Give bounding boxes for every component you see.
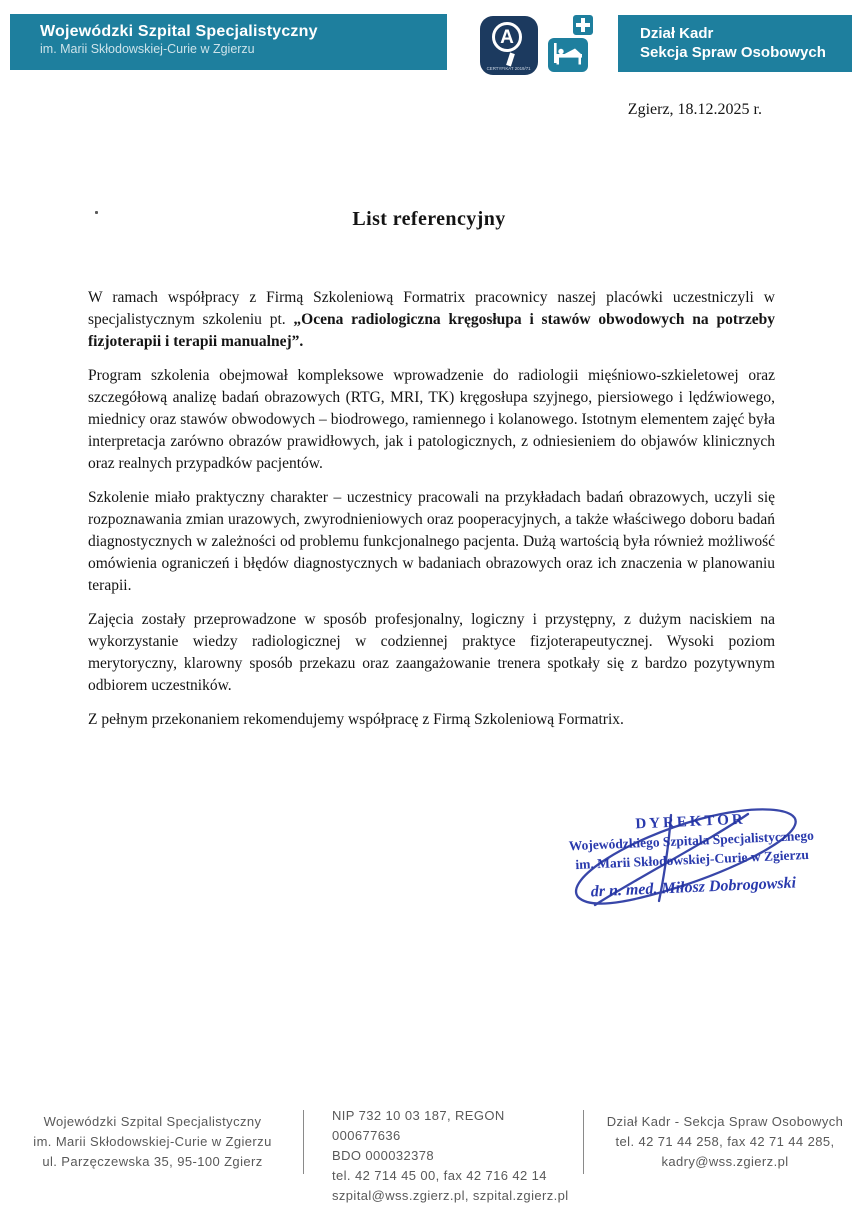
- footer-hr-department: Dział Kadr - Sekcja Spraw Osobowych: [606, 1114, 844, 1129]
- stamp-title: DYREKTOR: [635, 811, 747, 833]
- hospital-header-bar: [10, 14, 447, 70]
- document-title: List referencyjny: [352, 208, 506, 230]
- footer-bdo: BDO 000032378: [332, 1148, 435, 1163]
- qa-logo-tail: [506, 53, 515, 67]
- footer-hr-phone-fax: tel. 42 71 44 258, fax 42 71 44 285,: [615, 1134, 835, 1149]
- page-footer: [0, 1104, 858, 1203]
- paragraph-program: Program szkolenia obejmował kompleksowe wprowadzenie do radiologii mięśniowo-szkieletowej oraz szczegółową analizę badań obrazowych (RTG, MRI, TK) kręgosłupa szyjnego, piersiowego i lędźwiowego, miednicy oraz stawów obwodowych – biodrowego, ramiennego i kolanowego. Istotnym elementem zajęć była interpretacja zarówno obrazów prawidłowych, jak i patologicznych, z odniesieniem do objawów klinicznych oraz realnych przypadków pacjentów.: [88, 367, 775, 472]
- hospital-subtitle: im. Marii Skłodowskiej-Curie w Zgierzu: [40, 42, 255, 56]
- paragraph-recommendation: Z pełnym przekonaniem rekomendujemy współpracę z Firmą Szkoleniową Formatrix.: [88, 711, 624, 728]
- paragraph-evaluation: Zajęcia zostały przeprowadzone w sposób profesjonalny, logiczny i przystępny, z dużym naciskiem na wykorzystanie wiedzy radiologicznej w codziennej praktyce fizjoterapeutycznej. Wysoki poziom merytoryczny, klarowny sposób przekazu oraz zaangażowanie trenera spotkały się z bardzo pozytywnym odbiorem uczestników.: [88, 611, 775, 694]
- department-line1: Dział Kadr: [640, 25, 714, 42]
- certificate-caption: CERTYFIKAT 2019/71: [486, 66, 532, 71]
- paragraph-intro-text: W ramach współpracy z Firmą Szkoleniową Formatrix pracownicy naszej placówki uczestniczyli w specjalistycznym szkoleniu pt.: [88, 289, 775, 328]
- footer-registration-block: [332, 1106, 577, 1206]
- place-and-date: Zgierz, 18.12.2025 r.: [627, 101, 762, 118]
- bed-glyph: [548, 38, 588, 72]
- footer-hr-email: kadry@wss.zgierz.pl: [661, 1154, 789, 1169]
- paragraph-intro: [88, 287, 775, 353]
- department-line2: Sekcja Spraw Osobowych: [640, 44, 826, 61]
- footer-street-address: ul. Parzęczewska 35, 95-100 Zgierz: [42, 1154, 263, 1169]
- paragraph-practice: Szkolenie miało praktyczny charakter – uczestnicy pracowali na przykładach badań obrazowych, uczyli się rozpoznawania zmian urazowych, zwyrodnieniowych oraz pooperacyjnych, a także właściwego doboru badań diagnostycznych w zależności od problemu funkcjonalnego pacjenta. Dużą wartością była również możliwość omówienia ograniczeń i błędów diagnostycznych w badaniach obrazowych oraz ich znaczenia w planowaniu terapii.: [88, 489, 775, 594]
- footer-divider-left: [303, 1110, 304, 1174]
- qa-logo-icon: A: [492, 22, 522, 52]
- footer-hospital-name: Wojewódzki Szpital Specjalistyczny: [43, 1114, 262, 1129]
- footer-divider-right: [583, 1110, 584, 1174]
- footer-hospital-subtitle: im. Marii Skłodowskiej-Curie w Zgierzu: [33, 1134, 272, 1149]
- stamp-org-line2: im. Marii Skłodowskiej-Curie w Zgierzu: [575, 846, 810, 873]
- footer-phone-fax: tel. 42 714 45 00, fax 42 716 42 14: [332, 1168, 547, 1183]
- medical-cross-icon: [571, 13, 595, 37]
- footer-hr-contact-block: [600, 1112, 850, 1172]
- footer-address-block: [25, 1112, 280, 1172]
- department-header-bar: [618, 15, 852, 72]
- quality-certificate-badge: [480, 16, 538, 75]
- hospital-bed-icon: [548, 38, 588, 72]
- footer-email-website: szpital@wss.zgierz.pl, szpital.zgierz.pl: [332, 1188, 569, 1203]
- stamp-org-line1: Wojewódzkiego Szpitala Specjalistycznego: [568, 827, 815, 854]
- training-title-bold: „Ocena radiologiczna kręgosłupa i stawów obwodowych na potrzeby fizjoterapii i terapii manualnej”.: [88, 311, 775, 350]
- letter-body: [88, 287, 775, 743]
- handwritten-signature: [540, 795, 840, 920]
- stamp-signatory-name: dr n. med. Miłosz Dobrogowski: [590, 874, 797, 901]
- hospital-name: Wojewódzki Szpital Specjalistyczny: [40, 23, 318, 40]
- footer-nip-regon: NIP 732 10 03 187, REGON 000677636: [332, 1108, 505, 1143]
